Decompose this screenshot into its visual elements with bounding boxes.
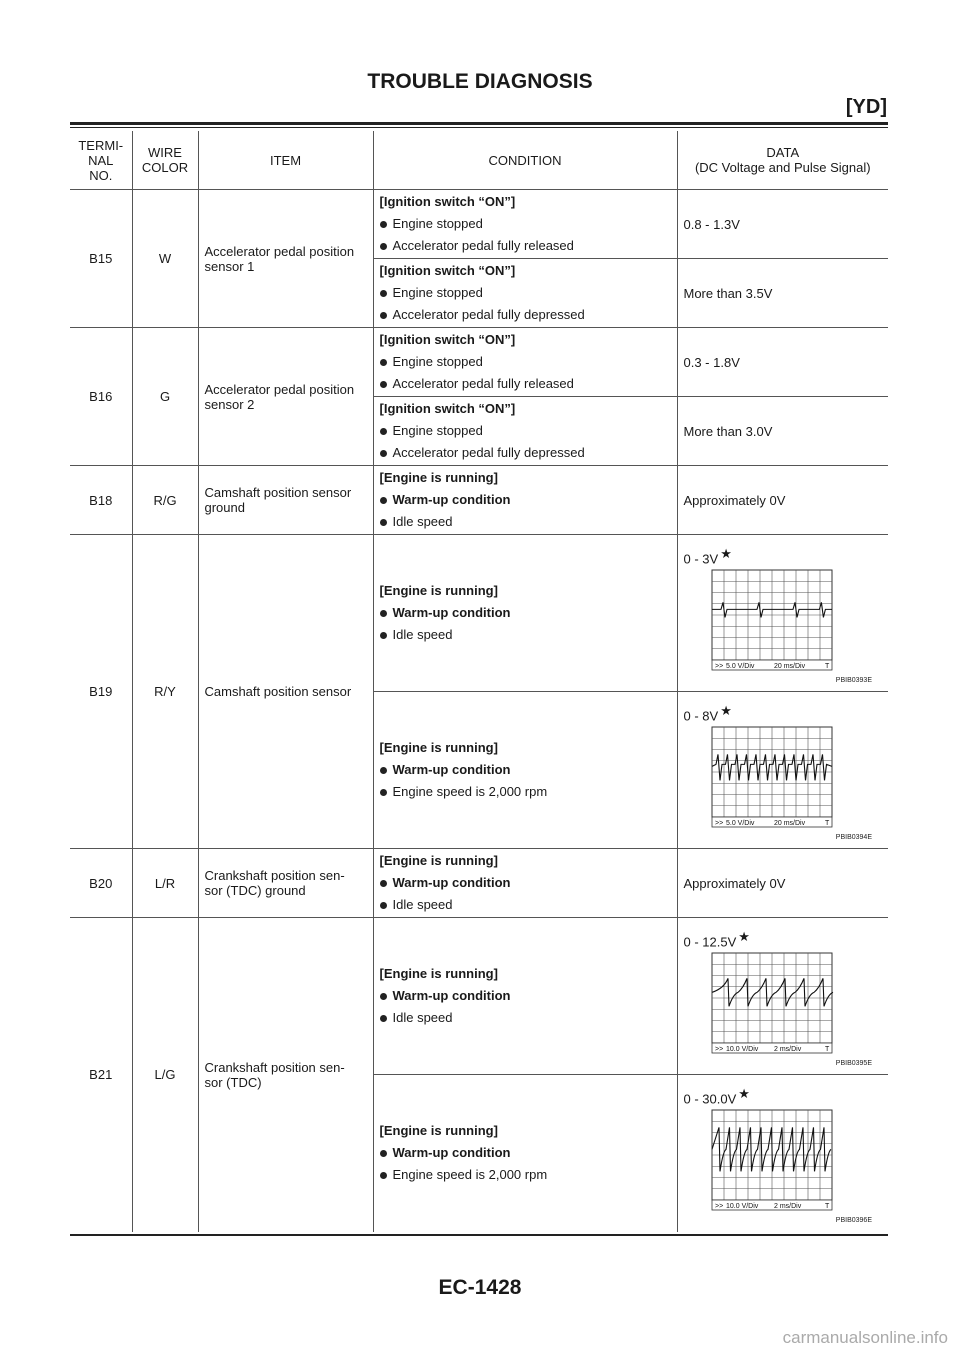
item-line: Crankshaft position sen- (204, 868, 345, 883)
bullet-text: Warm-up condition (392, 492, 511, 507)
terminal-table (70, 131, 888, 1232)
condition-cell (373, 535, 677, 692)
scope-trigger-icon: T (824, 1046, 829, 1054)
figure-code: PBIB0393E (835, 677, 872, 685)
data-value: 0 - 3V (683, 551, 719, 567)
figure-code: PBIB0394E (835, 834, 872, 842)
bullet-item (380, 489, 671, 511)
item-line: sor (TDC) (204, 1074, 262, 1090)
data-value: Approximately 0V (677, 466, 888, 535)
data-value-line (684, 929, 883, 949)
item-line: Crankshaft position sen- (204, 1059, 345, 1075)
condition-cell (373, 849, 677, 918)
condition-cell (373, 1075, 677, 1232)
condition-head: [Engine is running] (379, 583, 498, 598)
scope-volt-scale: 5.0 V/Div (725, 663, 754, 671)
bullet-text: Idle speed (392, 897, 453, 912)
condition-head: [Engine is running] (379, 853, 498, 868)
header-data (677, 131, 888, 190)
condition-head: [Ignition switch “ON”] (379, 263, 516, 278)
bullet-item (380, 351, 671, 373)
bullet-text: Idle speed (392, 1010, 453, 1025)
header-data-l1: DATA (766, 145, 800, 160)
bullet-item (380, 373, 671, 395)
bullet-icon (380, 610, 387, 617)
star-icon: ★ (738, 1086, 750, 1102)
bullet-icon (380, 1150, 387, 1157)
header-terminal-l1: TERMI- (78, 137, 124, 153)
wire-color: R/G (132, 466, 198, 535)
star-icon: ★ (720, 702, 732, 718)
page-number: EC-1428 (438, 1276, 522, 1299)
item-line: sensor 2 (204, 396, 255, 412)
condition-head: [Engine is running] (379, 1123, 498, 1139)
bullet-item (380, 985, 671, 1007)
table-row (70, 466, 888, 535)
figure-code: PBIB0395E (835, 1060, 872, 1068)
oscilloscope-waveform (684, 566, 874, 684)
bullet-text: Accelerator pedal fully released (392, 238, 574, 253)
bullet-text: Accelerator pedal fully depressed (392, 307, 585, 322)
watermark: carmanualsonline.info (782, 1328, 948, 1347)
terminal-no: B21 (70, 918, 132, 1232)
data-waveform-cell (677, 1075, 888, 1232)
data-value: Approximately 0V (677, 849, 888, 918)
bullet-item (380, 1007, 671, 1029)
bullet-icon (380, 450, 387, 457)
bullet-icon (380, 290, 387, 297)
scope-volt-scale: 10.0 V/Div (725, 1203, 758, 1211)
condition-cell (373, 397, 677, 466)
data-value-line (684, 546, 883, 566)
section-tag: [YD] (845, 96, 887, 118)
wire-color: R/Y (132, 535, 198, 849)
scope-trigger-icon: T (824, 820, 829, 828)
bullet-text: Warm-up condition (392, 605, 511, 620)
bullet-icon (380, 1172, 387, 1179)
terminal-no: B15 (89, 251, 113, 266)
wire-color: W (132, 190, 198, 328)
condition-cell (373, 328, 677, 397)
bullet-item (380, 235, 671, 257)
header-data-l2: (DC Voltage and Pulse Signal) (694, 160, 871, 175)
condition-head: [Ignition switch “ON”] (379, 401, 516, 416)
bullet-icon (380, 381, 387, 388)
bullet-icon (380, 312, 387, 319)
data-value: 0.3 - 1.8V (677, 328, 888, 397)
bullet-item (380, 894, 671, 916)
bullet-item (380, 420, 671, 442)
data-value: 0 - 8V (683, 708, 719, 724)
header-wire-l2: COLOR (141, 160, 189, 175)
bullet-icon (380, 243, 387, 250)
page-title: TROUBLE DIAGNOSIS (367, 70, 593, 93)
bullet-icon (380, 1015, 387, 1022)
data-value: 0.8 - 1.3V (677, 190, 888, 259)
header-terminal-l2: NAL (88, 152, 114, 168)
header-terminal (70, 131, 132, 190)
bullet-item (380, 1142, 671, 1164)
bullet-item (380, 759, 671, 781)
bullet-icon (380, 789, 387, 796)
data-value: More than 3.5V (677, 259, 888, 328)
bullet-icon (380, 428, 387, 435)
item-cell (198, 328, 373, 466)
bullet-item (380, 624, 671, 646)
condition-head: [Ignition switch “ON”] (379, 332, 516, 347)
scope-mode-icon: >> (714, 1203, 723, 1211)
scope-time-scale: 20 ms/Div (773, 663, 805, 671)
scope-volt-scale: 10.0 V/Div (725, 1046, 758, 1054)
bullet-icon (380, 519, 387, 526)
bullet-text: Engine stopped (392, 216, 483, 231)
condition-cell (373, 692, 677, 849)
item-line: Accelerator pedal position (204, 381, 355, 397)
bullet-text: Engine stopped (392, 285, 483, 300)
bullet-text: Accelerator pedal fully released (392, 376, 574, 391)
figure-code: PBIB0396E (835, 1217, 872, 1225)
bullet-item (380, 511, 671, 533)
scope-time-scale: 20 ms/Div (773, 820, 805, 828)
scope-mode-icon: >> (714, 1046, 723, 1054)
bullet-icon (380, 632, 387, 639)
bullet-text: Engine speed is 2,000 rpm (392, 784, 548, 799)
scope-mode-icon: >> (714, 820, 723, 828)
bullet-icon (380, 993, 387, 1000)
bullet-text: Engine speed is 2,000 rpm (392, 1167, 548, 1183)
scope-volt-scale: 5.0 V/Div (725, 820, 754, 828)
bullet-item (380, 602, 671, 624)
bullet-text: Engine stopped (392, 354, 483, 369)
data-waveform-cell (677, 918, 888, 1075)
bullet-item (380, 442, 671, 464)
item-line: sor (TDC) ground (204, 883, 306, 898)
condition-head: [Engine is running] (379, 470, 498, 485)
condition-head: [Engine is running] (379, 966, 498, 981)
bullet-text: Idle speed (392, 514, 453, 529)
table-header-row (70, 131, 888, 190)
item-cell (198, 190, 373, 328)
bullet-text: Idle speed (392, 627, 453, 642)
scope-mode-icon: >> (714, 663, 723, 671)
bullet-icon (380, 902, 387, 909)
bullet-text: Warm-up condition (392, 1145, 511, 1161)
table-row (70, 535, 888, 692)
oscilloscope-waveform (684, 1106, 874, 1224)
header-condition: CONDITION (373, 131, 677, 190)
condition-cell (373, 466, 677, 535)
wire-color: L/G (132, 918, 198, 1232)
item-line: Camshaft position sensor (204, 485, 352, 500)
scope-time-scale: 2 ms/Div (773, 1046, 801, 1054)
top-rule (70, 122, 888, 125)
oscilloscope-waveform (684, 949, 874, 1067)
bullet-text: Accelerator pedal fully depressed (392, 445, 585, 460)
bullet-icon (380, 767, 387, 774)
terminal-no: B18 (70, 466, 132, 535)
bullet-item (380, 213, 671, 235)
condition-cell (373, 918, 677, 1075)
data-value: 0 - 30.0V (683, 1091, 737, 1107)
terminal-no: B16 (70, 328, 132, 466)
bullet-icon (380, 880, 387, 887)
bullet-item (380, 781, 671, 803)
item-line: Camshaft position sensor (204, 684, 352, 699)
data-value: More than 3.0V (677, 397, 888, 466)
bullet-icon (380, 359, 387, 366)
bullet-text: Warm-up condition (392, 988, 511, 1003)
star-icon: ★ (738, 928, 750, 944)
bullet-icon (380, 221, 387, 228)
bullet-item (380, 872, 671, 894)
condition-head: [Engine is running] (379, 740, 498, 755)
table-row (70, 918, 888, 1075)
scope-trigger-icon: T (824, 663, 829, 671)
item-line: sensor 1 (204, 258, 255, 274)
top-rule-thin (70, 127, 888, 128)
bullet-text: Warm-up condition (392, 762, 511, 777)
data-waveform-cell (677, 692, 888, 849)
header-wire-color (132, 131, 198, 190)
data-value-line (684, 703, 883, 723)
star-icon: ★ (720, 545, 732, 561)
condition-cell (373, 190, 677, 259)
bullet-icon (380, 497, 387, 504)
bottom-rule (70, 1234, 888, 1236)
bullet-item (380, 1164, 671, 1186)
header-terminal-l3: NO. (89, 167, 113, 183)
item-line: ground (204, 500, 245, 515)
bullet-item (380, 304, 671, 326)
bullet-text: Engine stopped (392, 423, 483, 438)
terminal-no: B20 (70, 849, 132, 918)
scope-time-scale: 2 ms/Div (773, 1203, 801, 1211)
data-waveform-cell (677, 535, 888, 692)
data-value: 0 - 12.5V (683, 934, 737, 950)
condition-cell (373, 259, 677, 328)
oscilloscope-waveform (684, 723, 874, 841)
wire-color: L/R (132, 849, 198, 918)
scope-trigger-icon: T (824, 1203, 829, 1211)
item-cell (198, 918, 373, 1232)
item-cell (198, 535, 373, 849)
header-wire-l1: WIRE (148, 145, 182, 160)
condition-head: [Ignition switch “ON”] (379, 194, 516, 209)
bullet-item (380, 282, 671, 304)
item-cell (198, 466, 373, 535)
item-line: Accelerator pedal position (204, 243, 355, 259)
header-item: ITEM (198, 131, 373, 190)
wire-color: G (132, 328, 198, 466)
data-value-line (684, 1086, 883, 1106)
item-cell (198, 849, 373, 918)
table-row (70, 190, 888, 259)
bullet-text: Warm-up condition (392, 875, 511, 890)
table-row (70, 328, 888, 397)
terminal-no: B19 (70, 535, 132, 849)
table-row (70, 849, 888, 918)
